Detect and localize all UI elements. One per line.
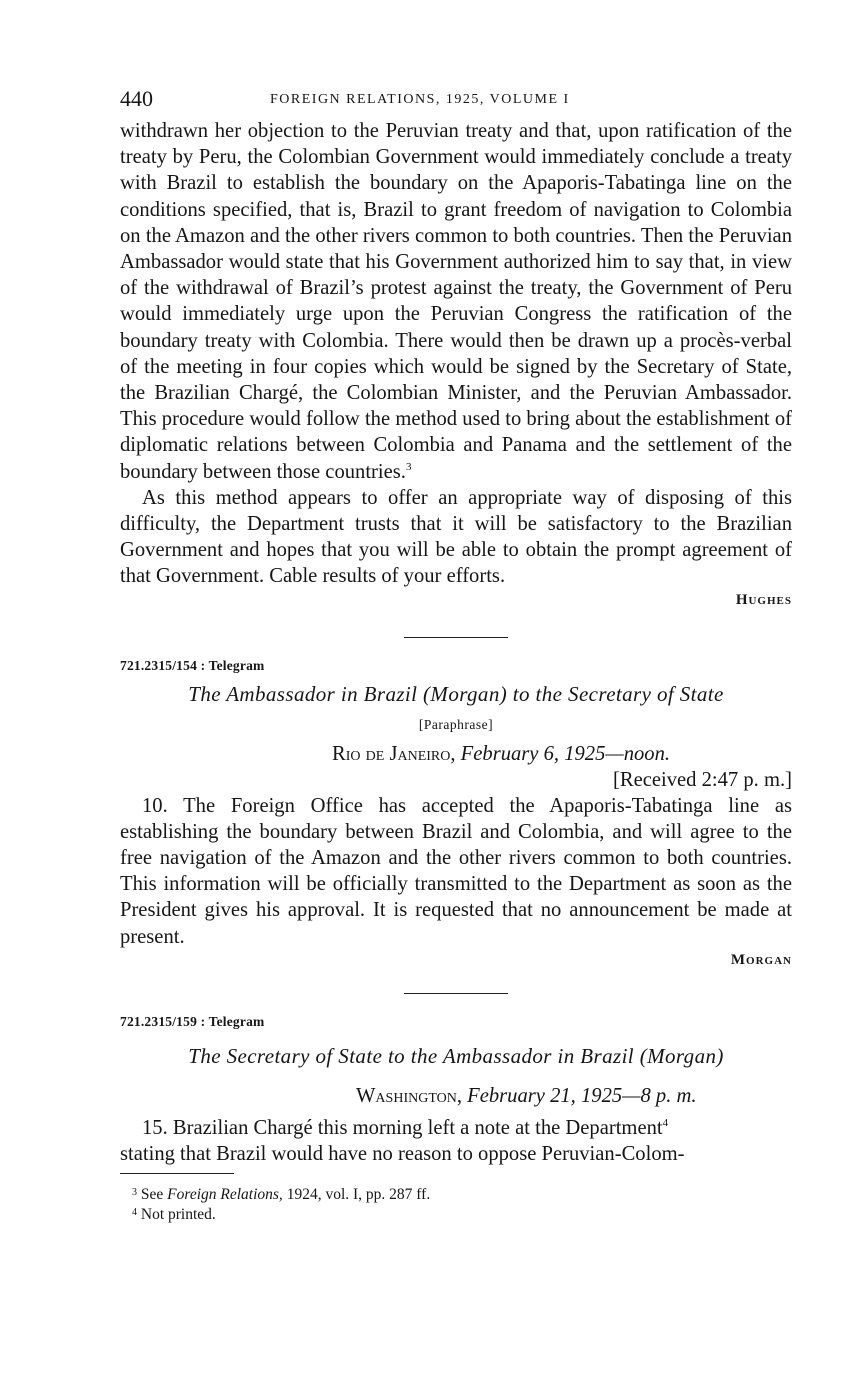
footnote-4-mark: 4 (132, 1207, 137, 1219)
page-number: 440 (120, 86, 153, 111)
doc1-title: The Ambassador in Brazil (Morgan) to the Secretary of State (188, 681, 724, 706)
footnote-3-mark: 3 (132, 1187, 137, 1199)
footnote-ref-4: 4 (662, 1116, 669, 1129)
footnote-3-source: Foreign Relations, (167, 1186, 283, 1204)
signature-hughes: Hughes (735, 591, 792, 608)
doc1-date: February 6, 1925—noon. (460, 742, 671, 765)
intro-paragraph-2: As this method appears to offer an appropriate way of disposing of this difficulty, the Department trusts that it will be satisfactory to the Brazilian Government and hopes that you will be able to obtain the prompt agreement of that Government. Cable results of your efforts. (120, 486, 792, 588)
paraphrase-label: [Paraphrase] (418, 716, 494, 732)
running-head (120, 86, 792, 118)
doc1-body: 10. The Foreign Office has accepted the Apaporis-Tabatinga line as establishing the boundary between Brazil and Colombia, and will agree to the free navigation of the Amazon and the other rivers common to both countries. This information will be officially transmitted to the Department as soon as the President gives his approval. It is requested that no announcement be made at present. (120, 794, 792, 948)
footnote-ref-3: 3 (405, 460, 412, 473)
file-id-154: 721.2315/154 : Telegram (120, 657, 265, 673)
doc2-body-start: 15. Brazilian Chargé this morning left a note at the Department (142, 1116, 663, 1139)
footnote-3-prefix: See (140, 1186, 168, 1204)
footnote-3 (120, 1184, 792, 1204)
doc1-dateline (120, 741, 792, 767)
running-head-title: FOREIGN RELATIONS, 1925, VOLUME I (270, 92, 570, 107)
signature-morgan: Morgan (730, 951, 792, 968)
doc2-title: The Secretary of State to the Ambassador in Brazil (Morgan) (188, 1043, 724, 1068)
doc2-body (120, 1115, 792, 1141)
doc1-received: [Received 2:47 p. m.] (613, 768, 792, 791)
footnote-4 (120, 1204, 792, 1224)
document-page (120, 86, 792, 1224)
doc2-body-continued: stating that Brazil would have no reason to oppose Peruvian-Colom- (120, 1143, 685, 1166)
doc2-place: Washington, (356, 1084, 462, 1107)
doc2-date: February 21, 1925—8 p. m. (467, 1084, 697, 1107)
doc1-place: Rio de Janeiro, (332, 742, 456, 765)
file-id-159: 721.2315/159 : Telegram (120, 1013, 265, 1029)
doc2-dateline (120, 1083, 792, 1109)
intro-paragraph-1 (120, 118, 792, 485)
footnote-4-text: Not printed. (140, 1206, 216, 1224)
footnote-3-suffix: 1924, vol. I, pp. 287 ff. (282, 1186, 431, 1204)
intro-paragraph-1-text: withdrawn her objection to the Peruvian treaty and that, upon ratification of the treaty by Peru, the Colombian Government would immediately conclude a treaty with Brazil to establish the boundary on the Apaporis-Tabatinga line on the conditions specified, that is, Brazil to grant freedom of navigation to Colombia on the Amazon and the other rivers common to both countries. Then the Peruvian Ambassador would state that his Government authorized him to say that, in view of the withdrawal of Brazil’s protest against the treaty, the Government of Peru would immediately urge upon the Peruvian Congress the ratification of the boundary treaty with Colombia. There would then be drawn up a procès-verbal of the meeting in four copies which would be signed by the Secretary of State, the Brazilian Chargé, the Colombian Minister, and the Peruvian Ambassador. This procedure would follow the method used to bring about the establishment of diplomatic relations between Colombia and Panama and the settlement of the boundary between those countries. (120, 120, 792, 483)
